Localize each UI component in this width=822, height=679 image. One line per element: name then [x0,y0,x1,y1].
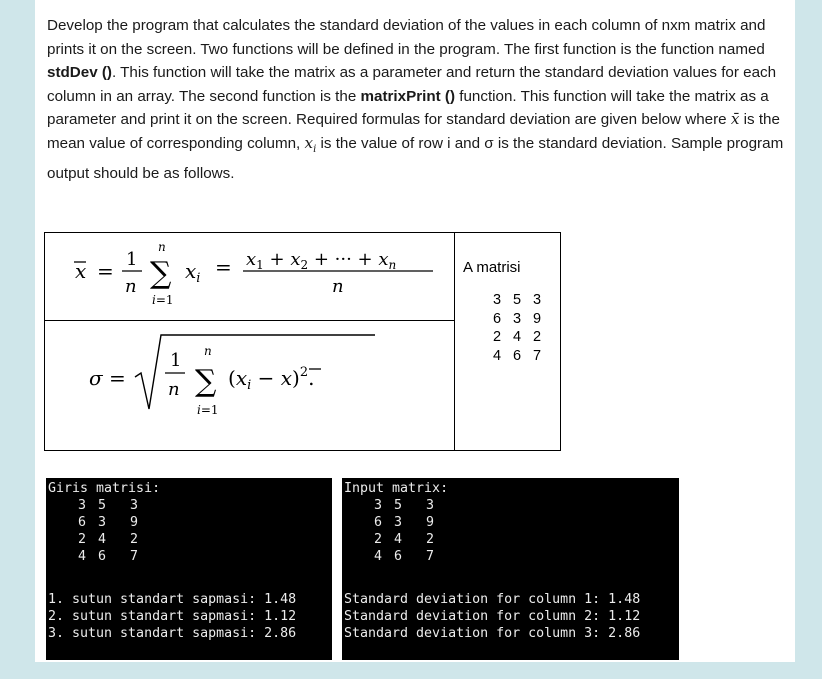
formula-table [44,232,561,451]
terminal-matrix-row: 4 6 7 [373,549,434,564]
matrix-row: 4 6 7 [492,347,542,364]
matrix-title: A matrisi [463,259,521,276]
svg-text:xi: $x_i$ [185,259,201,286]
result-line: 2. sutun standart sapmasi: 1.12 [48,609,297,624]
terminal-output-turkish [46,478,332,660]
function-name-matrixprint: matrixPrint () [360,87,456,105]
text-segment: function. This function will take the matrix as a parameter and print it on the screen. Required formulas for standard deviation are given below where [47,87,769,129]
svg-text:n: n [168,379,180,400]
terminal-matrix [342,497,446,565]
svg-text:=: = [97,259,114,283]
svg-text:σ: σ [89,366,103,390]
terminal-matrix-row: 3 5 3 [373,498,434,513]
terminal-results [48,591,296,642]
svg-text:x1 + x2 + ··· + xn: $x_1 + x_2$ + ··· + $x_n$ [246,249,397,272]
svg-text:x: x [75,259,87,283]
xi-symbol: $x_i$ [304,133,317,155]
svg-text:∑: ∑ [150,256,172,291]
terminal-matrix-row: 4 6 7 [77,549,138,564]
terminal-output-english [342,478,679,660]
svg-text:i=1: i=1 [197,403,219,417]
xbar-symbol: x̄ [730,110,740,129]
svg-text:∑: ∑ [195,364,217,399]
text-segment: . This function will take the matrix as a parameter and return the standard deviation values for each column in an array. The second function is the [47,64,777,105]
terminal-header: Giris matrisi: [48,481,161,496]
matrix-row: 3 5 3 [492,292,542,308]
matrix-cell [455,233,561,451]
terminal-matrix-row: 3 5 3 [77,498,138,513]
terminal-header: Input matrix: [344,481,449,496]
svg-text:(xi − x)2.: $(x_i - x)^2$. [228,365,315,393]
terminal-matrix-row: 6 3 9 [77,515,138,530]
problem-description [47,14,787,185]
mean-formula-cell [45,233,455,321]
result-line: Standard deviation for column 3: 2.86 [344,626,641,641]
svg-text:n: n [332,276,344,297]
terminal-matrix-row: 6 3 9 [373,515,434,530]
result-line: Standard deviation for column 2: 1.12 [344,609,641,624]
matrix-row: 6 3 9 [492,310,542,327]
terminal-matrix-row: 2 4 2 [77,532,138,547]
result-line: Standard deviation for column 1: 1.48 [344,592,641,607]
stddev-formula-cell [45,321,455,451]
svg-text:1: 1 [126,249,138,270]
text-segment: is the mean value of corresponding column, [47,111,780,152]
svg-text:i=1: i=1 [152,293,174,307]
stddev-formula [45,321,454,445]
svg-text:1: 1 [170,350,182,371]
svg-text:n: n [158,240,166,254]
svg-text:=: = [109,366,126,390]
matrix-row: 2 4 2 [492,329,542,345]
svg-text:=: = [215,255,232,279]
terminal-matrix [46,497,150,565]
result-line: 1. sutun standart sapmasi: 1.48 [48,592,297,607]
mean-formula [45,233,454,315]
svg-text:n: n [125,276,137,297]
terminal-matrix-row: 2 4 2 [373,532,434,547]
result-line: 3. sutun standart sapmasi: 2.86 [48,626,297,641]
function-name-stddev: stdDev () [47,64,112,82]
text-segment: is the value of row i and σ is the standard deviation. Sample program output should be as follows. [47,134,784,182]
matrix-values [487,291,547,365]
svg-text:n: n [204,344,212,358]
document-page [35,0,795,662]
terminal-results [344,591,640,642]
text-segment: Develop the program that calculates the standard deviation of the values in each column of nxm matrix and prints it on the screen. Two functions will be defined in the program. The first function is the function named [47,17,766,58]
